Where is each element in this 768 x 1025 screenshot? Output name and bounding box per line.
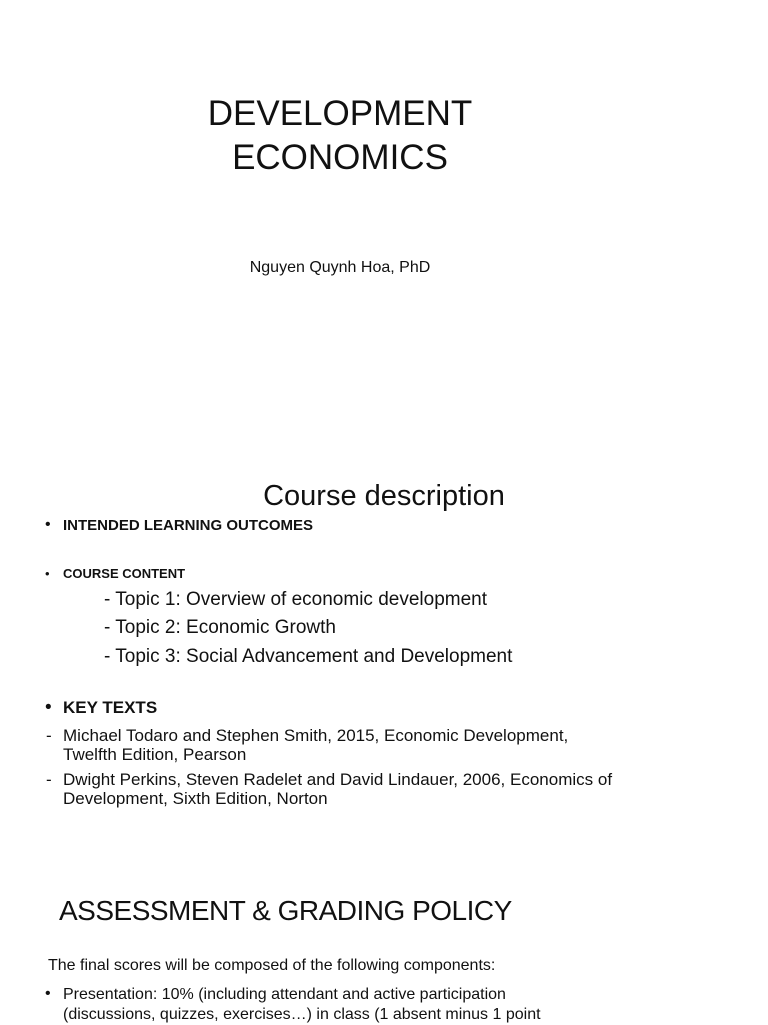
slide1-title-line2: ECONOMICS bbox=[232, 138, 448, 177]
topic-item: - Topic 3: Social Advancement and Development bbox=[104, 646, 513, 667]
slide3-title: ASSESSMENT & GRADING POLICY bbox=[59, 895, 512, 926]
assessment-item-line2: (discussions, quizzes, exercises…) in class (1 absent minus 1 point bbox=[63, 1006, 541, 1023]
dash-icon: - bbox=[46, 770, 52, 789]
intended-learning-outcomes-heading: INTENDED LEARNING OUTCOMES bbox=[63, 517, 314, 534]
reference-item: Michael Todaro and Stephen Smith, 2015, Economic Development, Twelfth Edition, Pearson bbox=[63, 726, 569, 764]
assessment-item-line1: Presentation: 10% (including attendant and active participation bbox=[63, 986, 506, 1003]
slide1-title-line1: DEVELOPMENT bbox=[207, 94, 473, 133]
slide2-title: Course description bbox=[263, 480, 505, 512]
slide3-intro: The final scores will be composed of the following components: bbox=[48, 957, 496, 974]
slide1-author: Nguyen Quynh Hoa, PhD bbox=[249, 259, 431, 276]
bullet-icon: • bbox=[45, 697, 52, 718]
slide1-title bbox=[0, 92, 680, 180]
bullet-icon: • bbox=[45, 985, 51, 1002]
bullet-icon: • bbox=[45, 566, 50, 581]
bullet-icon: • bbox=[45, 516, 51, 533]
key-texts-heading: KEY TEXTS bbox=[63, 698, 158, 717]
topic-item: - Topic 2: Economic Growth bbox=[104, 617, 336, 638]
dash-icon: - bbox=[46, 726, 52, 745]
topic-item: - Topic 1: Overview of economic development bbox=[104, 589, 487, 610]
reference-item: Dwight Perkins, Steven Radelet and David Lindauer, 2006, Economics of Development, Sixth Edition, Norton bbox=[63, 770, 613, 808]
course-content-heading: COURSE CONTENT bbox=[63, 566, 186, 581]
